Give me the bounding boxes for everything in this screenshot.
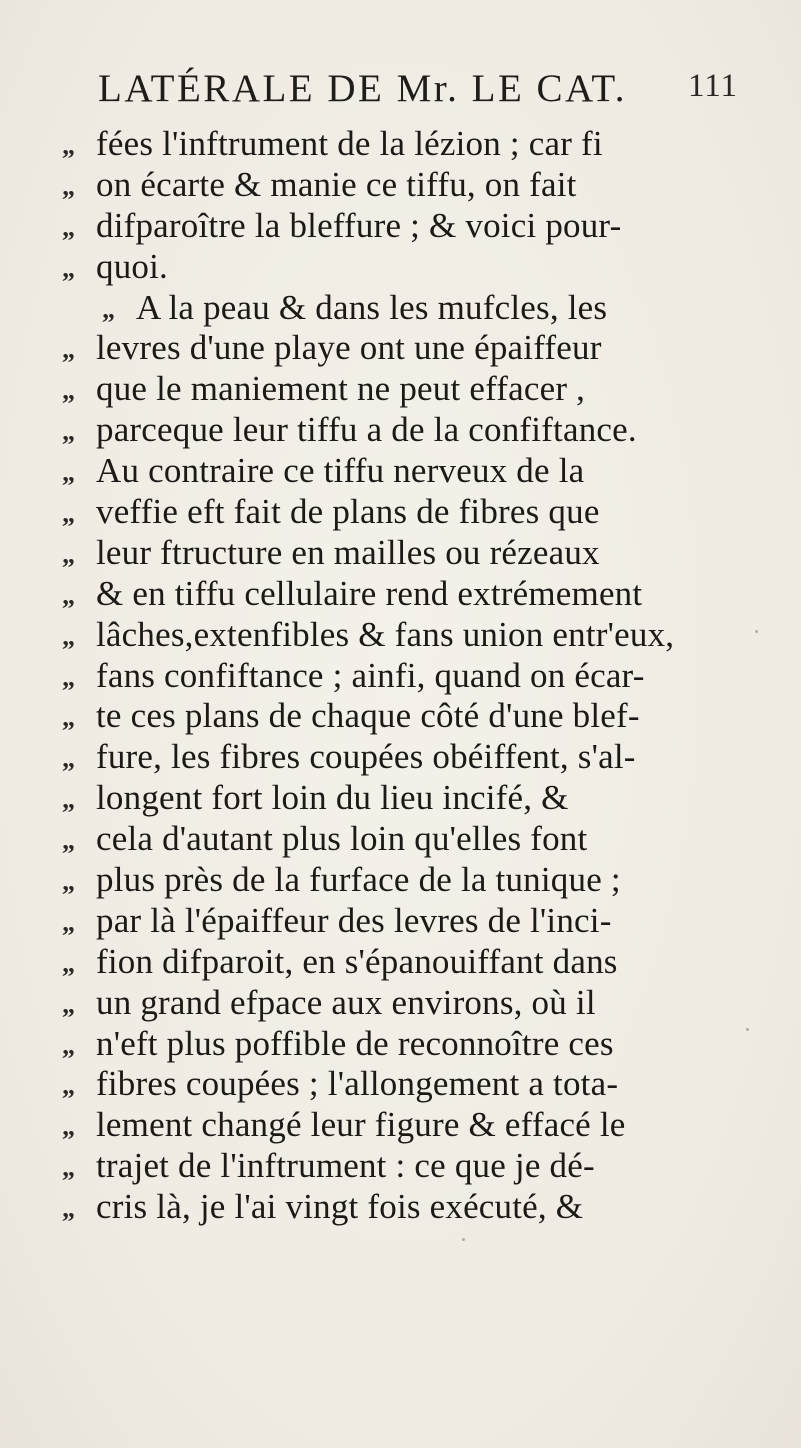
text-line: [62, 696, 762, 737]
paper-speck: [746, 1028, 749, 1031]
text-line: [62, 574, 762, 615]
quote-mark: „: [62, 826, 75, 856]
line-text: quoi.: [96, 246, 168, 286]
page-number: 111: [687, 68, 738, 104]
quote-mark: „: [62, 499, 75, 529]
line-text: fure, les fibres coupées obéiffent, s'al-: [96, 737, 636, 777]
quote-mark: „: [62, 131, 75, 160]
line-text: par là l'épaiffeur des levres de l'inci-: [96, 900, 612, 940]
text-line: [62, 533, 762, 574]
text-line: [62, 860, 762, 901]
text-line: [62, 656, 762, 697]
quote-mark: „: [62, 662, 75, 692]
running-head: [98, 66, 738, 114]
running-title: LATÉRALE DE Mr. LE CAT.: [98, 67, 628, 110]
line-text: cris là, je l'ai vingt fois exécuté, &: [96, 1187, 584, 1227]
text-line: [62, 778, 762, 819]
line-text: fées l'inftrument de la lézion ; car fi: [96, 124, 603, 163]
line-text: plus près de la furface de la tunique ;: [96, 860, 621, 900]
line-text: longent fort loin du lieu incifé, &: [96, 778, 569, 818]
line-text: un grand efpace aux environs, où il: [96, 982, 596, 1022]
text-line: [62, 1187, 762, 1228]
line-text: cela d'autant plus loin qu'elles font: [96, 819, 588, 859]
quote-mark: „: [62, 1071, 75, 1101]
quote-mark: „: [62, 458, 75, 488]
text-line: [62, 819, 762, 860]
line-text: Au contraire ce tiffu nerveux de la: [96, 451, 585, 491]
line-text: levres d'une playe ont une épaiffeur: [96, 328, 602, 368]
text-line: [62, 737, 762, 778]
quote-mark: „: [62, 907, 75, 937]
line-text: n'eft plus poffible de reconnoître ces: [96, 1023, 614, 1063]
quote-mark: „: [62, 580, 75, 610]
line-text: fion difparoit, en s'épanouiffant dans: [96, 941, 618, 981]
quote-mark: „: [62, 1153, 75, 1183]
quote-mark: „: [62, 785, 75, 815]
text-line: [62, 901, 762, 942]
quote-mark: „: [62, 539, 75, 569]
text-line: [62, 165, 762, 206]
text-line: [62, 1064, 762, 1105]
quote-mark: „: [62, 171, 75, 201]
line-text: A la peau & dans les mufcles, les: [136, 287, 608, 327]
line-text: trajet de l'inftrument : ce que je dé-: [96, 1146, 595, 1186]
line-text: fans confiftance ; ainfi, quand on écar-: [96, 655, 645, 695]
quote-mark: „: [62, 335, 75, 365]
quote-mark: „: [62, 703, 75, 733]
text-line: [62, 1024, 762, 1065]
line-text: te ces plans de chaque côté d'une blef-: [96, 696, 640, 736]
text-line: [62, 247, 762, 288]
text-line: [62, 615, 762, 656]
line-text: & en tiffu cellulaire rend extrémement: [96, 573, 643, 613]
text-line: [62, 492, 762, 533]
quote-mark: „: [102, 294, 115, 324]
line-text: que le maniement ne peut effacer ,: [96, 369, 586, 409]
quote-mark: „: [62, 253, 75, 283]
line-text: parceque leur tiffu a de la confiftance.: [96, 410, 637, 450]
line-text: fibres coupées ; l'allongement a tota-: [96, 1064, 619, 1104]
text-line-paragraph-start: [62, 288, 762, 329]
line-text: lâches,extenfibles & fans union entr'eux,: [96, 614, 675, 654]
quote-mark: „: [62, 212, 75, 242]
text-line: [62, 942, 762, 983]
line-text: difparoître la bleffure ; & voici pour-: [96, 205, 622, 245]
quote-mark: „: [62, 989, 75, 1019]
quote-mark: „: [62, 1194, 75, 1224]
quote-mark: „: [62, 948, 75, 978]
text-line: [62, 206, 762, 247]
line-text: lement changé leur figure & effacé le: [96, 1105, 626, 1145]
quote-mark: „: [62, 1030, 75, 1060]
quote-mark: „: [62, 621, 75, 651]
text-line: [62, 1146, 762, 1187]
line-text: on écarte & manie ce tiffu, on fait: [96, 164, 577, 204]
text-line: [62, 451, 762, 492]
text-line: [62, 1105, 762, 1146]
line-text: leur ftructure en mailles ou rézeaux: [96, 532, 600, 572]
quote-mark: „: [62, 744, 75, 774]
line-text: veffie eft fait de plans de fibres que: [96, 492, 600, 532]
text-line: [62, 983, 762, 1024]
quote-mark: „: [62, 1112, 75, 1142]
text-line: [62, 328, 762, 369]
body-text: [62, 124, 762, 1228]
paper-speck: [462, 1238, 465, 1241]
quote-mark: „: [62, 417, 75, 447]
quote-mark: „: [62, 376, 75, 406]
text-line: [62, 410, 762, 451]
quote-mark: „: [62, 867, 75, 897]
text-line: [62, 369, 762, 410]
paper-speck: [755, 630, 758, 633]
text-line: [62, 124, 762, 165]
